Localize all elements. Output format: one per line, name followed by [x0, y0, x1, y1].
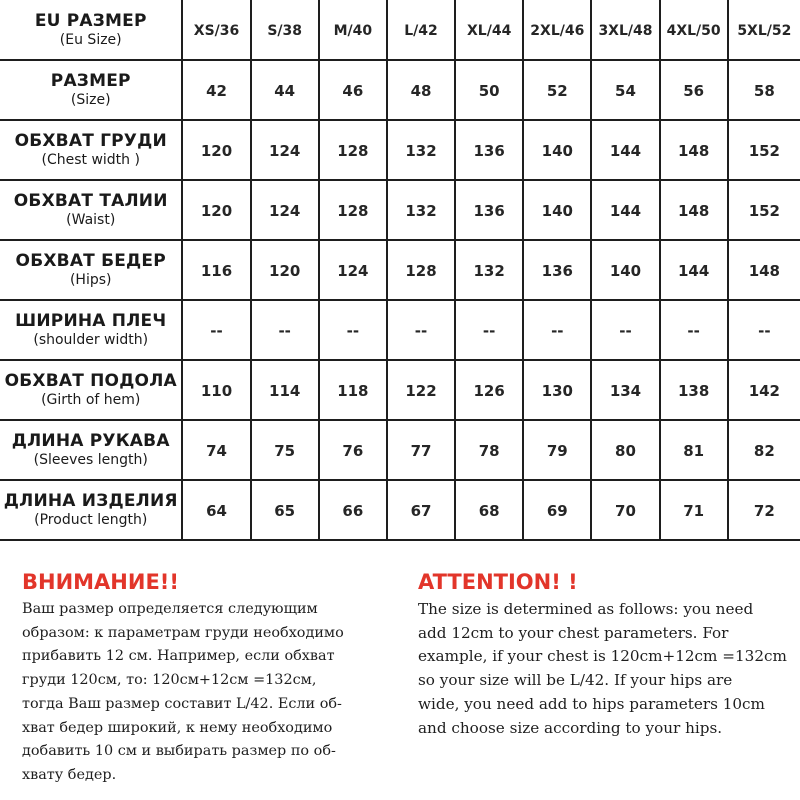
measurement-value: 118	[337, 381, 369, 400]
value-cell	[728, 60, 800, 120]
size-header-cell	[728, 0, 800, 60]
attention-note-en	[418, 568, 800, 740]
note-line: прибавить 12 см. Например, если обхват	[22, 648, 335, 665]
value-cell	[387, 180, 455, 240]
measurement-row	[0, 240, 800, 300]
size-label: 4XL/50	[666, 23, 721, 39]
value-cell	[251, 420, 319, 480]
measurement-value: 46	[342, 81, 364, 100]
measurement-row	[0, 420, 800, 480]
value-cell	[251, 180, 319, 240]
note-line: add 12cm to your chest parameters. For	[418, 623, 729, 642]
measurement-row	[0, 360, 800, 420]
value-cell	[455, 120, 523, 180]
row-label-cell	[0, 480, 182, 540]
note-line: груди 120cм, то: 120cм+12cм =132cм,	[22, 672, 317, 689]
note-line: example, if your chest is 120cm+12cm =132cm	[418, 647, 787, 666]
measurement-value: 52	[546, 81, 568, 100]
note-line: образом: к параметрам груди необходимо	[22, 624, 344, 641]
value-cell	[523, 300, 591, 360]
measurement-value: 128	[337, 141, 369, 160]
value-cell	[387, 60, 455, 120]
size-header-cell	[523, 0, 591, 60]
row-sublabel: (shoulder width)	[33, 332, 149, 348]
measurement-value: 110	[200, 381, 233, 400]
value-cell	[251, 300, 319, 360]
measurement-value: 132	[473, 261, 505, 280]
attention-title-en: ATTENTION! !	[418, 570, 578, 594]
value-cell	[319, 480, 387, 540]
measurement-value: 75	[274, 441, 296, 460]
size-header-cell	[455, 0, 523, 60]
measurement-row	[0, 300, 800, 360]
note-line: тогда Ваш размер составит L/42. Если об-	[22, 695, 342, 712]
row-label: ОБХВАТ ПОДОЛА	[4, 371, 177, 391]
value-cell	[182, 300, 250, 360]
measurement-value: 116	[200, 261, 233, 280]
value-cell	[319, 300, 387, 360]
value-cell	[591, 420, 659, 480]
measurement-value: 56	[683, 81, 705, 100]
measurement-value: 130	[541, 381, 573, 400]
measurement-value: --	[551, 321, 564, 340]
value-cell	[455, 180, 523, 240]
row-label-cell	[0, 60, 182, 120]
value-cell	[728, 300, 800, 360]
measurement-value: 136	[541, 261, 573, 280]
measurement-value: 79	[546, 441, 568, 460]
row-label: EU РАЗМЕР	[34, 10, 147, 31]
value-cell	[387, 480, 455, 540]
value-cell	[660, 60, 728, 120]
row-sublabel: (Waist)	[66, 212, 116, 228]
value-cell	[728, 420, 800, 480]
attention-text-en	[418, 598, 800, 740]
size-label: 2XL/46	[530, 23, 585, 39]
value-cell	[319, 120, 387, 180]
measurement-value: 128	[405, 261, 437, 280]
measurement-value: 144	[677, 261, 710, 280]
value-cell	[523, 420, 591, 480]
measurement-value: 142	[748, 381, 780, 400]
value-cell	[660, 420, 728, 480]
measurement-value: 114	[269, 381, 301, 400]
size-header-cell	[251, 0, 319, 60]
size-label: S/38	[267, 23, 303, 39]
value-cell	[387, 240, 455, 300]
measurement-value: 134	[609, 381, 642, 400]
value-cell	[319, 420, 387, 480]
value-cell	[251, 240, 319, 300]
note-line: and choose size according to your hips.	[418, 718, 723, 737]
value-cell	[660, 480, 728, 540]
note-line: хват бедер широкий, к нему необходимо	[22, 719, 333, 736]
measurement-row	[0, 180, 800, 240]
value-cell	[455, 60, 523, 120]
attention-text-ru	[22, 598, 402, 788]
row-label-cell	[0, 240, 182, 300]
measurement-value: 120	[200, 141, 233, 160]
measurement-value: 120	[269, 261, 301, 280]
measurement-value: --	[278, 321, 291, 340]
measurement-value: 144	[609, 141, 642, 160]
value-cell	[387, 120, 455, 180]
value-cell	[251, 120, 319, 180]
value-cell	[182, 240, 250, 300]
measurement-value: 120	[200, 201, 233, 220]
measurement-value: 140	[609, 261, 642, 280]
measurement-value: 124	[337, 261, 369, 280]
row-sublabel: (Chest width )	[41, 152, 140, 168]
value-cell	[523, 120, 591, 180]
value-cell	[455, 360, 523, 420]
size-header-cell	[182, 0, 250, 60]
measurement-value: 144	[609, 201, 642, 220]
measurement-value: 69	[546, 501, 568, 520]
measurement-row	[0, 480, 800, 540]
value-cell	[251, 480, 319, 540]
header-row	[0, 0, 800, 60]
measurement-value: 65	[274, 501, 296, 520]
note-line: хвату бедер.	[22, 766, 117, 783]
size-header-cell	[319, 0, 387, 60]
row-label: ОБХВАТ БЕДЕР	[15, 251, 166, 271]
measurement-value: 71	[683, 501, 705, 520]
value-cell	[319, 240, 387, 300]
measurement-value: 78	[478, 441, 500, 460]
measurement-value: 50	[478, 81, 500, 100]
measurement-value: 67	[410, 501, 432, 520]
measurement-value: 148	[677, 141, 710, 160]
value-cell	[251, 60, 319, 120]
measurement-value: 124	[269, 141, 301, 160]
value-cell	[319, 60, 387, 120]
measurement-value: 138	[677, 381, 710, 400]
measurement-value: 58	[753, 81, 775, 100]
row-sublabel: (Girth of hem)	[41, 392, 141, 408]
note-line: Ваш размер определяется следующим	[22, 601, 318, 617]
measurement-value: --	[687, 321, 700, 340]
measurement-value: 76	[342, 441, 364, 460]
value-cell	[182, 180, 250, 240]
measurement-value: 152	[748, 201, 780, 220]
measurement-value: 42	[206, 81, 227, 100]
value-cell	[523, 480, 591, 540]
row-label-cell	[0, 360, 182, 420]
size-label: 3XL/48	[598, 23, 653, 39]
value-cell	[728, 360, 800, 420]
value-cell	[591, 360, 659, 420]
measurement-value: 54	[615, 81, 636, 100]
value-cell	[319, 360, 387, 420]
measurement-value: 82	[753, 441, 775, 460]
measurement-value: 140	[541, 201, 573, 220]
value-cell	[387, 300, 455, 360]
value-cell	[728, 240, 800, 300]
size-label: 5XL/52	[737, 23, 792, 39]
value-cell	[591, 60, 659, 120]
measurement-value: 132	[405, 201, 437, 220]
measurement-value: 128	[337, 201, 369, 220]
value-cell	[182, 360, 250, 420]
size-header-cell	[660, 0, 728, 60]
value-cell	[182, 60, 250, 120]
note-line: добавить 10 см и выбирать размер по об-	[22, 743, 336, 760]
value-cell	[455, 420, 523, 480]
value-cell	[728, 120, 800, 180]
value-cell	[455, 240, 523, 300]
row-sublabel: (Eu Size)	[59, 31, 122, 48]
measurement-value: --	[414, 321, 428, 340]
value-cell	[591, 180, 659, 240]
row-sublabel: (Size)	[70, 92, 111, 108]
value-cell	[728, 180, 800, 240]
value-cell	[523, 360, 591, 420]
row-label: ОБХВАТ ТАЛИИ	[13, 191, 168, 211]
size-header-cell	[591, 0, 659, 60]
value-cell	[591, 240, 659, 300]
measurement-value: --	[482, 321, 496, 340]
size-label: L/42	[404, 23, 438, 39]
measurement-value: 66	[342, 501, 364, 520]
attention-title-ru: ВНИМАНИЕ!!	[22, 570, 179, 594]
measurement-row	[0, 60, 800, 120]
value-cell	[660, 360, 728, 420]
size-label: XL/44	[467, 23, 512, 39]
note-line: wide, you need add to hips parameters 10cm	[418, 694, 765, 713]
measurement-value: 126	[473, 381, 505, 400]
row-label: РАЗМЕР	[50, 71, 131, 91]
attention-note-ru	[22, 568, 402, 788]
measurement-value: --	[758, 321, 771, 340]
row-sublabel: (Product length)	[34, 512, 148, 528]
measurement-value: 72	[753, 501, 775, 520]
measurement-row	[0, 120, 800, 180]
measurement-value: 152	[748, 141, 780, 160]
size-header-cell	[387, 0, 455, 60]
header-label-cell	[0, 0, 182, 60]
measurement-value: 122	[405, 381, 437, 400]
value-cell	[523, 240, 591, 300]
value-cell	[728, 480, 800, 540]
measurement-value: 64	[206, 501, 227, 520]
row-sublabel: (Hips)	[69, 272, 112, 288]
value-cell	[660, 240, 728, 300]
value-cell	[591, 120, 659, 180]
value-cell	[591, 300, 659, 360]
measurement-value: 74	[206, 441, 227, 460]
value-cell	[523, 180, 591, 240]
measurement-value: 48	[410, 81, 432, 100]
value-cell	[660, 120, 728, 180]
note-line: The size is determined as follows: you need	[418, 600, 754, 618]
row-sublabel: (Sleeves length)	[33, 452, 148, 468]
measurement-value: 140	[541, 141, 573, 160]
value-cell	[591, 480, 659, 540]
row-label-cell	[0, 420, 182, 480]
measurement-value: 148	[677, 201, 710, 220]
value-cell	[660, 300, 728, 360]
measurement-value: 44	[274, 81, 296, 100]
value-cell	[319, 180, 387, 240]
value-cell	[387, 360, 455, 420]
row-label: ДЛИНА ИЗДЕЛИЯ	[3, 491, 178, 511]
measurement-value: 68	[478, 501, 500, 520]
value-cell	[523, 60, 591, 120]
value-cell	[387, 420, 455, 480]
value-cell	[251, 360, 319, 420]
row-label: ОБХВАТ ГРУДИ	[14, 131, 167, 151]
row-label: ШИРИНА ПЛЕЧ	[15, 311, 167, 331]
row-label-cell	[0, 180, 182, 240]
measurement-value: 136	[473, 141, 505, 160]
measurement-value: 70	[615, 501, 636, 520]
measurement-value: 80	[615, 441, 636, 460]
row-label: ДЛИНА РУКАВА	[11, 431, 170, 451]
value-cell	[455, 480, 523, 540]
measurement-value: 77	[410, 441, 432, 460]
value-cell	[660, 180, 728, 240]
value-cell	[182, 480, 250, 540]
value-cell	[182, 420, 250, 480]
measurement-value: --	[346, 321, 360, 340]
size-label: M/40	[333, 23, 373, 39]
measurement-value: --	[210, 321, 223, 340]
measurement-value: 132	[405, 141, 437, 160]
value-cell	[182, 120, 250, 180]
measurement-value: 148	[748, 261, 780, 280]
size-label: XS/36	[193, 23, 240, 39]
note-line: so your size will be L/42. If your hips are	[418, 671, 733, 690]
row-label-cell	[0, 300, 182, 360]
measurement-value: 81	[683, 441, 705, 460]
measurement-value: --	[619, 321, 632, 340]
measurement-value: 124	[269, 201, 301, 220]
row-label-cell	[0, 120, 182, 180]
value-cell	[455, 300, 523, 360]
measurement-value: 136	[473, 201, 505, 220]
